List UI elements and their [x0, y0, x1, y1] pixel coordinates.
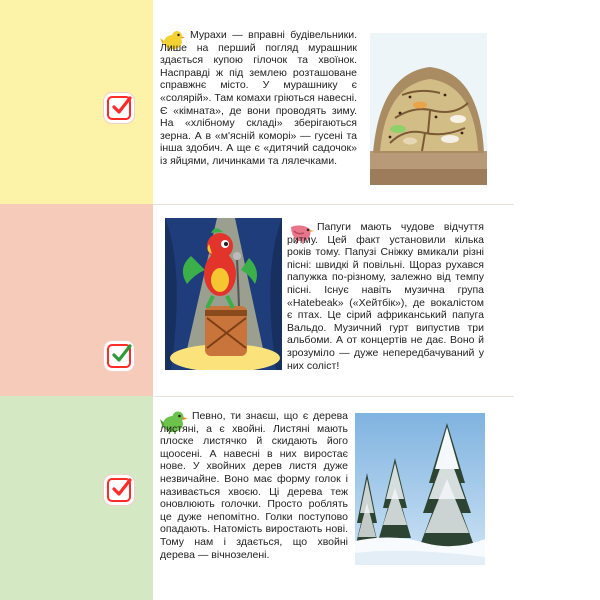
section-divider — [153, 396, 514, 397]
snowy-forest-photo — [355, 413, 485, 565]
side-band-pink — [0, 204, 153, 396]
parrot-illustration — [165, 218, 282, 370]
checkbox-checked-icon[interactable] — [107, 344, 131, 368]
section-divider — [153, 204, 514, 205]
parrots-paragraph: Папуги мають чудове відчуття ритму. Цей факт установили кілька років тому. Папузі Сніжку вмикали різні пісні: швидкі й повільні. Щораз рухався папужка по-різному, залежно від темпу пісні. Існує навіть музична група «Hatebeak» («Хейтбік»), де вокалістом є птах. Це сірий африканський папуга Вальдо. Музичний гурт випустив три альбоми. А от концертів не дає. Воно й зрозуміло — дуже непередбачуваний у них соліст! — [287, 221, 484, 372]
anthill-illustration — [370, 33, 487, 185]
ants-text — [160, 29, 357, 168]
parrots-text — [287, 221, 484, 372]
trees-paragraph: Певно, ти знаєш, що є дерева листяні, а є хвойні. Листяні мають плоске листячко й скидають його щоосені. А навесні в них виростає нове. У хвойних дерев листя дуже незвичайне. Воно має форму голок і називається хвоєю. Ці дерева теж оновлюють голочки. Просто роблять це дуже непомітно. Голки поступово опадають. Натомість виростають нові. Тому нам і здається, що хвойні дерева — вічнозелені. — [160, 410, 348, 561]
checkbox-checked-icon[interactable] — [107, 478, 131, 502]
checkbox-checked-icon[interactable] — [107, 96, 131, 120]
ants-paragraph: Мурахи — вправні будівельники. Лише на перший погляд мурашник здається купою гілочок та хвоїнок. Насправді ж під землею розташоване справжнє місто. У мурашнику є «солярій». Там комахи гріються навесні. Є «кімната», де вони проводять зиму. На «хлібному складі» зберігаються зерна. А в «м'ясній коморі» — гусені та інша здобич. А ще є «дитячий садочок» із яйцями, личинками та лялечками. — [160, 29, 357, 167]
trees-text — [160, 410, 348, 561]
